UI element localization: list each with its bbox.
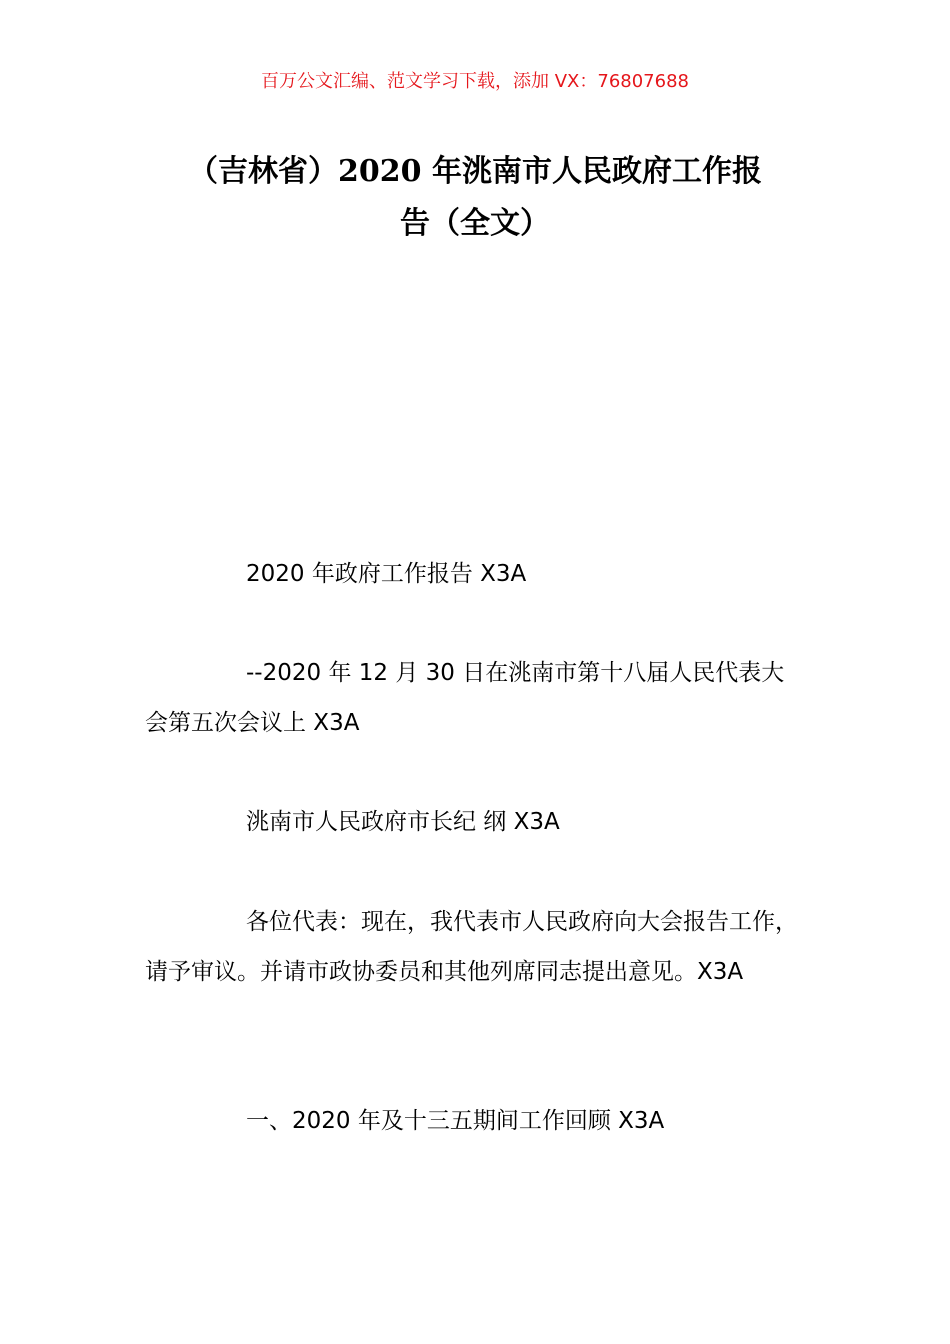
paragraph-speaker: 洮南市人民政府市长纪 纲 X3A [246,809,560,835]
paragraph-opening-address: 各位代表：现在，我代表市人民政府向大会报告工作，请予审议。并请市政协委员和其他列席同志提出意见。X3A [145,909,798,985]
section-heading-review: 一、2020 年及十三五期间工作回顾 X3A [246,1108,665,1134]
document-title-line-2: 告（全文） [400,206,550,241]
document-title [145,146,805,250]
document-title-line-1: （吉林省）2020 年洮南市人民政府工作报 [188,154,762,189]
header-banner: 百万公文汇编、范文学习下载，添加 VX：76807688 [261,71,689,92]
paragraph-meeting-info: --2020 年 12 月 30 日在洮南市第十八届人民代表大会第五次会议上 X3A [145,660,785,736]
paragraph-report-name: 2020 年政府工作报告 X3A [246,561,527,587]
